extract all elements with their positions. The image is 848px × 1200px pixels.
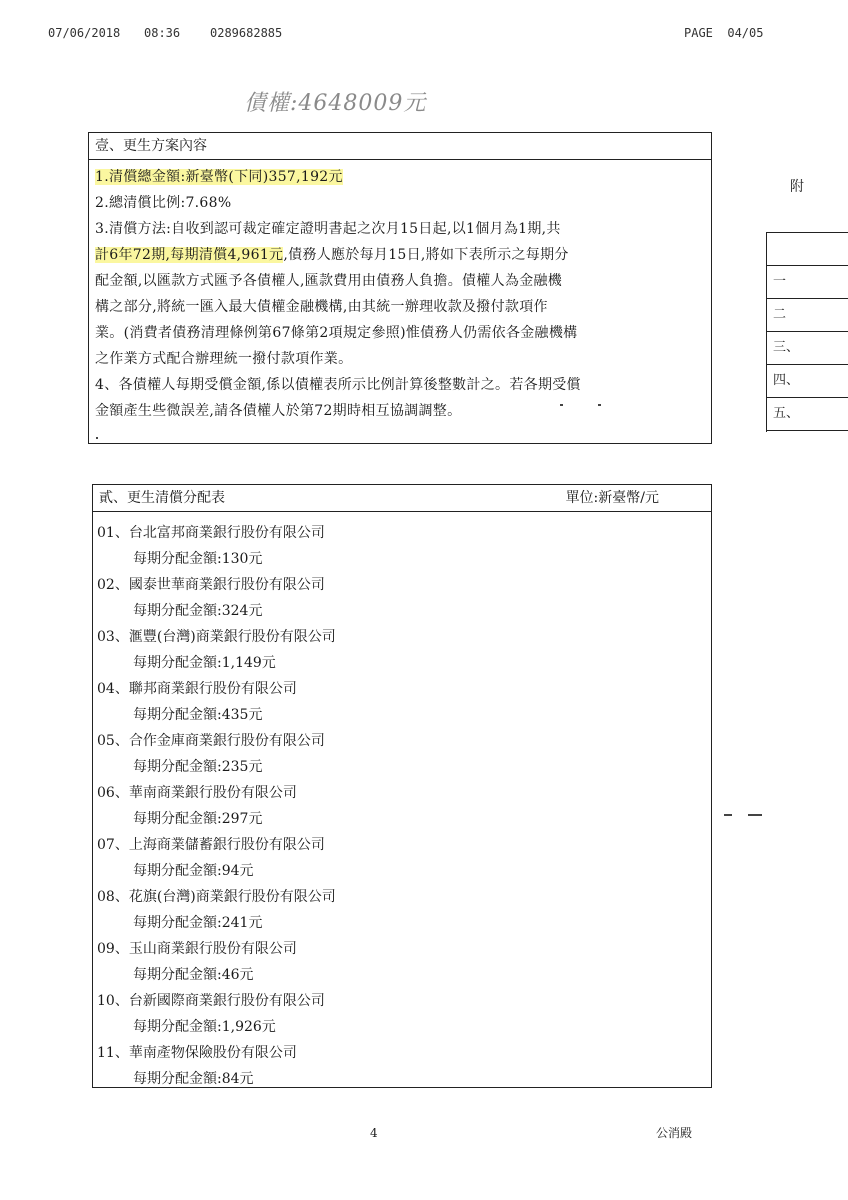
currency-unit: 單位:新臺幣/元: [565, 490, 659, 506]
distribution-entry: [97, 572, 711, 624]
scan-speck: [560, 404, 563, 406]
installment-amount: 每期分配金額:235元: [133, 759, 263, 775]
creditor-name: 01、台北富邦商業銀行股份有限公司: [97, 525, 325, 541]
creditor-name: 07、上海商業儲蓄銀行股份有限公司: [97, 837, 325, 853]
distribution-section: [92, 484, 712, 1088]
side-fragment-row: 三、: [767, 332, 848, 365]
side-fragment-heading: 附: [790, 179, 804, 195]
method-line-3: 配金額,以匯款方式匯予各債權人,匯款費用由債務人負擔。債權人為金融機: [95, 273, 563, 289]
installment-amount: 每期分配金額:46元: [133, 967, 254, 983]
page-number: 4: [370, 1126, 378, 1140]
side-fragment-table: [766, 232, 848, 432]
plan-title: 壹、更生方案內容: [89, 133, 711, 160]
installment-amount: 每期分配金額:297元: [133, 811, 263, 827]
fax-number: 0289682885: [210, 26, 283, 40]
creditor-name: 03、滙豐(台灣)商業銀行股份有限公司: [97, 629, 336, 645]
handwritten-note: 債權:4648009元: [244, 91, 427, 116]
creditor-name: 04、聯邦商業銀行股份有限公司: [97, 681, 297, 697]
installment-amount: 每期分配金額:324元: [133, 603, 263, 619]
distribution-title: [93, 485, 711, 512]
creditor-name: 05、合作金庫商業銀行股份有限公司: [97, 733, 325, 749]
creditor-name: 02、國泰世華商業銀行股份有限公司: [97, 577, 325, 593]
creditor-name: 10、台新國際商業銀行股份有限公司: [97, 993, 325, 1009]
method-line-2: ,債務人應於每月15日,將如下表所示之每期分: [283, 247, 569, 263]
method-line-4: 構之部分,將統一匯入最大債權金融機構,由其統一辦理收款及撥付款項作: [95, 299, 548, 315]
creditor-name: 09、玉山商業銀行股份有限公司: [97, 941, 297, 957]
method-line-1: 3.清償方法:自收到認可裁定確定證明書起之次月15日起,以1個月為1期,共: [95, 221, 561, 237]
side-fragment-header-row: [767, 233, 848, 266]
ratio-line: 2.總清償比例:7.68%: [95, 195, 232, 211]
creditor-name: 08、花旗(台灣)商業銀行股份有限公司: [97, 889, 336, 905]
creditor-name: 11、華南產物保險股份有限公司: [97, 1045, 297, 1061]
rounding-line-1: 4、各債權人每期受償金額,係以債權表所示比例計算後整數計之。若各期受償: [95, 377, 581, 393]
distribution-entry: [97, 936, 711, 988]
scan-speck: [598, 404, 601, 406]
fax-date: 07/06/2018: [48, 26, 121, 40]
installment-highlight: 計6年72期,每期清償4,961元: [95, 247, 284, 263]
total-amount-line: 1.清償總金額:新臺幣(下同)357,192元: [95, 169, 343, 185]
distribution-entry: [97, 728, 711, 780]
distribution-entry: [97, 520, 711, 572]
distribution-entry: [97, 624, 711, 676]
plan-body: [89, 160, 711, 424]
installment-amount: 每期分配金額:130元: [133, 551, 263, 567]
plan-section: [88, 132, 712, 444]
installment-amount: 每期分配金額:1,149元: [133, 655, 276, 671]
distribution-list: [93, 512, 711, 1092]
side-fragment-row: 二: [767, 299, 848, 332]
installment-amount: 每期分配金額:1,926元: [133, 1019, 276, 1035]
scan-speck: [724, 814, 732, 816]
distribution-entry: [97, 988, 711, 1040]
scan-speck: [748, 814, 762, 816]
method-line-5: 業。(消費者債務清理條例第67條第2項規定參照)惟債務人仍需依各金融機構: [95, 325, 578, 341]
method-line-6: 之作業方式配合辦理統一撥付款項作業。: [95, 351, 353, 367]
fax-page-indicator: PAGE 04/05: [684, 26, 764, 40]
installment-amount: 每期分配金額:94元: [133, 863, 254, 879]
side-fragment-row: 五、: [767, 398, 848, 431]
installment-amount: 每期分配金額:435元: [133, 707, 263, 723]
distribution-entry: [97, 832, 711, 884]
distribution-entry: [97, 676, 711, 728]
side-fragment-row: 四、: [767, 365, 848, 398]
side-fragment-row: 一: [767, 266, 848, 299]
scan-speck: [96, 437, 98, 439]
rounding-line-2: 金額產生些微誤差,請各債權人於第72期時相互協調調整。: [95, 403, 462, 419]
installment-amount: 每期分配金額:241元: [133, 915, 263, 931]
creditor-name: 06、華南商業銀行股份有限公司: [97, 785, 297, 801]
distribution-entry: [97, 780, 711, 832]
installment-amount: 每期分配金額:84元: [133, 1071, 254, 1087]
distribution-entry: [97, 1040, 711, 1092]
distribution-entry: [97, 884, 711, 936]
fax-header: [48, 26, 788, 42]
fax-time: 08:36: [144, 26, 181, 40]
footer-stamp: 公消殿: [656, 1126, 693, 1140]
distribution-heading: 貳、更生清償分配表: [99, 490, 225, 506]
